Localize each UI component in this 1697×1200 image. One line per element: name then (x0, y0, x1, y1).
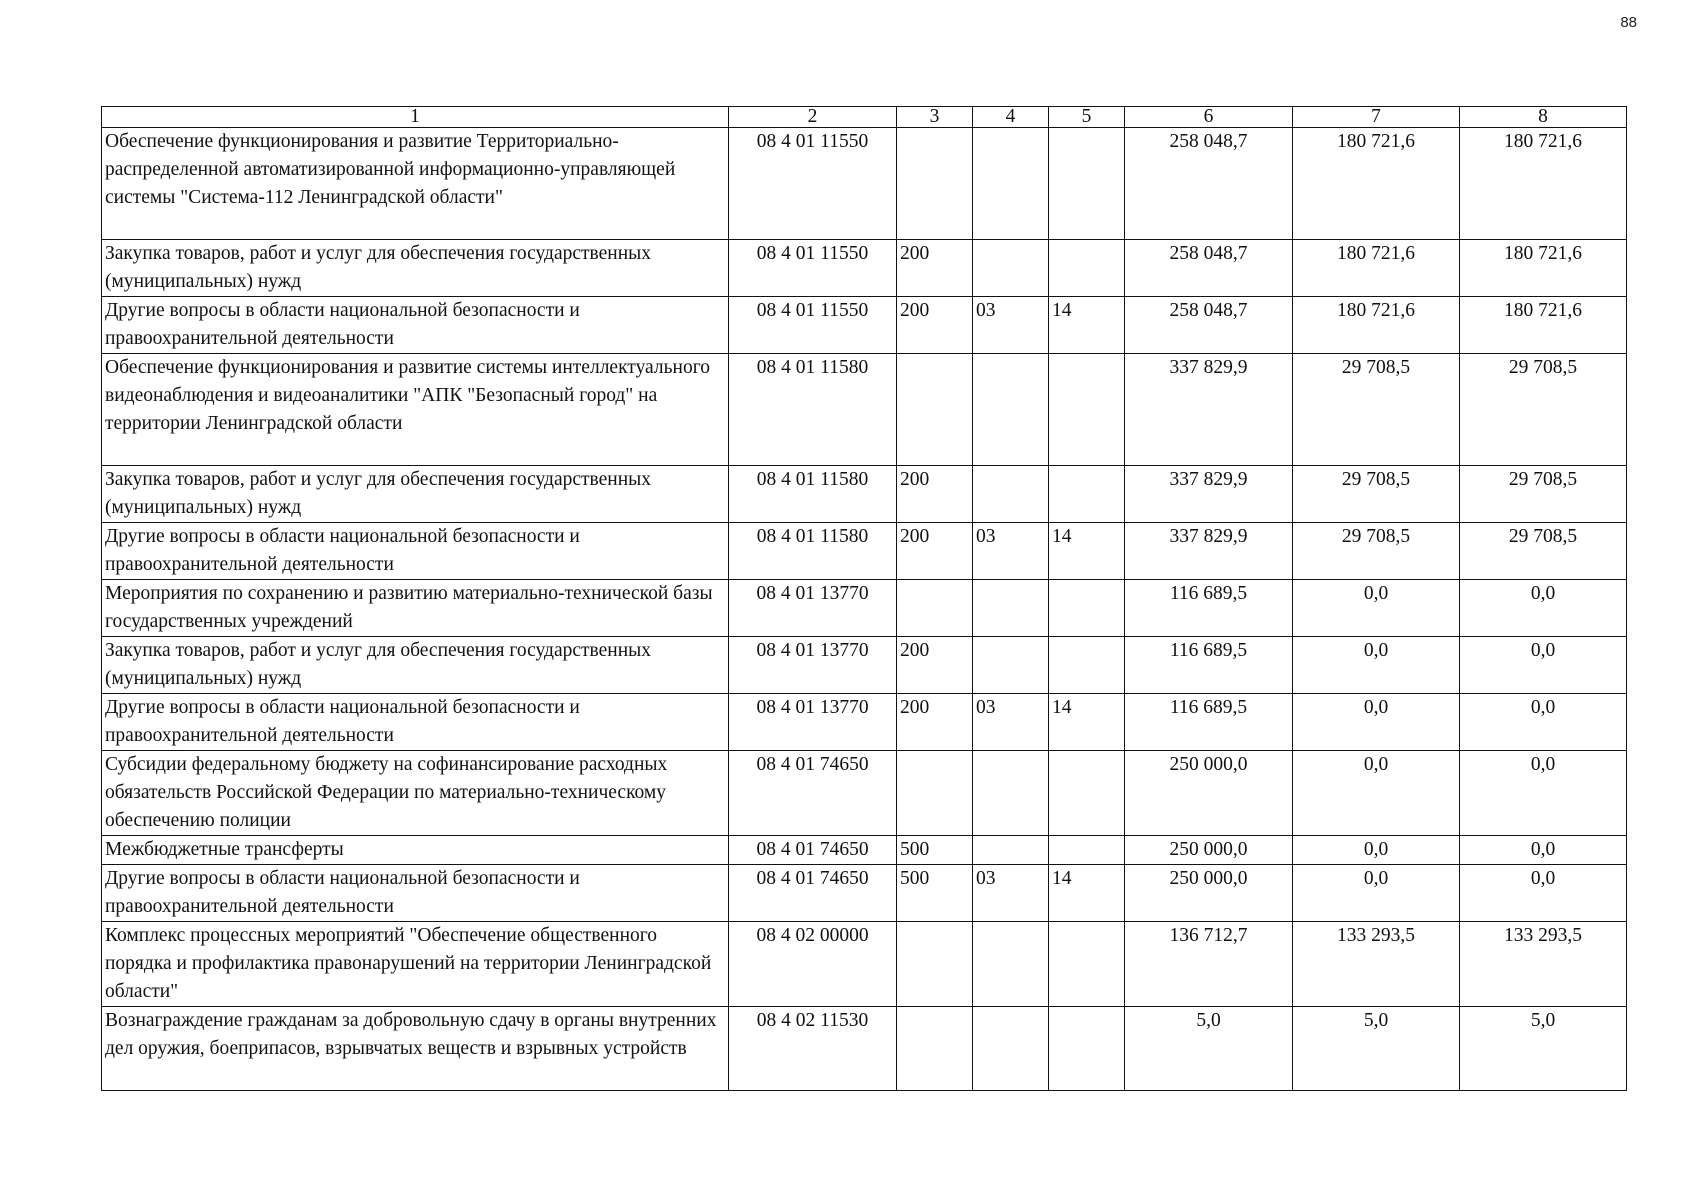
row-name: Субсидии федеральному бюджету на софинансирование расходных обязательств Российской Федерации по материально-техническому обеспечению полиции (102, 751, 729, 836)
header-cell: 2 (729, 107, 897, 128)
row-value-8: 29 708,5 (1460, 354, 1627, 466)
row-col5: 14 (1049, 694, 1125, 751)
row-value-8: 29 708,5 (1460, 523, 1627, 580)
header-cell: 6 (1125, 107, 1293, 128)
row-value-8: 0,0 (1460, 836, 1627, 865)
row-col5 (1049, 128, 1125, 240)
table-row (102, 580, 1627, 637)
table-row (102, 637, 1627, 694)
row-col3: 200 (897, 694, 973, 751)
table-row (102, 354, 1627, 466)
table-row (102, 751, 1627, 836)
header-cell: 3 (897, 107, 973, 128)
row-value-7: 133 293,5 (1293, 922, 1460, 1007)
row-col3: 500 (897, 836, 973, 865)
table-row (102, 865, 1627, 922)
row-col3: 200 (897, 466, 973, 523)
row-name: Обеспечение функционирования и развитие системы интеллектуального видеонаблюдения и видеоаналитики "АПК "Безопасный город" на территории Ленинградской области (102, 354, 729, 466)
row-value-7: 180 721,6 (1293, 128, 1460, 240)
row-col5 (1049, 580, 1125, 637)
row-code: 08 4 01 74650 (729, 836, 897, 865)
row-value-6: 258 048,7 (1125, 128, 1293, 240)
row-col5 (1049, 922, 1125, 1007)
row-name: Закупка товаров, работ и услуг для обеспечения государственных (муниципальных) нужд (102, 240, 729, 297)
table-row (102, 922, 1627, 1007)
header-cell: 8 (1460, 107, 1627, 128)
row-code: 08 4 02 11530 (729, 1007, 897, 1091)
header-cell: 7 (1293, 107, 1460, 128)
row-code: 08 4 01 11580 (729, 354, 897, 466)
row-value-6: 116 689,5 (1125, 580, 1293, 637)
header-cell: 1 (102, 107, 729, 128)
row-value-8: 0,0 (1460, 637, 1627, 694)
row-value-7: 180 721,6 (1293, 297, 1460, 354)
row-value-7: 5,0 (1293, 1007, 1460, 1091)
row-name: Закупка товаров, работ и услуг для обеспечения государственных (муниципальных) нужд (102, 466, 729, 523)
table-row (102, 836, 1627, 865)
table-header-row (102, 107, 1627, 128)
row-col5 (1049, 1007, 1125, 1091)
row-value-7: 29 708,5 (1293, 354, 1460, 466)
row-col4 (973, 128, 1049, 240)
row-col3 (897, 354, 973, 466)
row-col4: 03 (973, 523, 1049, 580)
row-code: 08 4 01 74650 (729, 865, 897, 922)
table-row (102, 466, 1627, 523)
row-value-6: 258 048,7 (1125, 297, 1293, 354)
row-name: Другие вопросы в области национальной безопасности и правоохранительной деятельности (102, 865, 729, 922)
row-col3 (897, 580, 973, 637)
row-value-8: 0,0 (1460, 865, 1627, 922)
row-col4 (973, 922, 1049, 1007)
row-value-7: 29 708,5 (1293, 466, 1460, 523)
row-col4 (973, 637, 1049, 694)
row-value-8: 180 721,6 (1460, 128, 1627, 240)
header-cell: 5 (1049, 107, 1125, 128)
row-code: 08 4 01 13770 (729, 694, 897, 751)
row-code: 08 4 01 11550 (729, 240, 897, 297)
row-col5 (1049, 836, 1125, 865)
row-col3: 500 (897, 865, 973, 922)
row-value-6: 337 829,9 (1125, 523, 1293, 580)
row-name: Межбюджетные трансферты (102, 836, 729, 865)
row-value-6: 116 689,5 (1125, 694, 1293, 751)
row-name: Мероприятия по сохранению и развитию материально-технической базы государственных учреждений (102, 580, 729, 637)
row-col3: 200 (897, 523, 973, 580)
row-col3: 200 (897, 637, 973, 694)
row-code: 08 4 01 11580 (729, 466, 897, 523)
row-name: Обеспечение функционирования и развитие Территориально-распределенной автоматизированной информационно-управляющей системы "Система-112 Ленинградской области" (102, 128, 729, 240)
row-code: 08 4 01 13770 (729, 580, 897, 637)
row-value-6: 337 829,9 (1125, 354, 1293, 466)
row-col3 (897, 751, 973, 836)
page-number: 88 (1620, 14, 1637, 31)
row-col4 (973, 466, 1049, 523)
row-col4 (973, 751, 1049, 836)
row-col3 (897, 922, 973, 1007)
row-name: Комплекс процессных мероприятий "Обеспечение общественного порядка и профилактика правонарушений на территории Ленинградской области" (102, 922, 729, 1007)
row-value-6: 250 000,0 (1125, 865, 1293, 922)
row-value-7: 180 721,6 (1293, 240, 1460, 297)
row-col5 (1049, 240, 1125, 297)
row-value-8: 133 293,5 (1460, 922, 1627, 1007)
row-col4 (973, 240, 1049, 297)
row-value-7: 0,0 (1293, 865, 1460, 922)
row-code: 08 4 01 11550 (729, 128, 897, 240)
row-value-6: 250 000,0 (1125, 836, 1293, 865)
row-value-6: 5,0 (1125, 1007, 1293, 1091)
row-col4: 03 (973, 694, 1049, 751)
row-col5: 14 (1049, 865, 1125, 922)
row-value-8: 29 708,5 (1460, 466, 1627, 523)
header-cell: 4 (973, 107, 1049, 128)
row-value-6: 116 689,5 (1125, 637, 1293, 694)
row-value-8: 5,0 (1460, 1007, 1627, 1091)
table-row (102, 297, 1627, 354)
row-col5: 14 (1049, 297, 1125, 354)
row-col5: 14 (1049, 523, 1125, 580)
row-code: 08 4 01 13770 (729, 637, 897, 694)
row-col5 (1049, 751, 1125, 836)
budget-table (101, 106, 1627, 1091)
row-value-7: 0,0 (1293, 580, 1460, 637)
row-col3 (897, 128, 973, 240)
table-row (102, 523, 1627, 580)
row-code: 08 4 01 11550 (729, 297, 897, 354)
row-col3 (897, 1007, 973, 1091)
row-col3: 200 (897, 240, 973, 297)
table-row (102, 240, 1627, 297)
row-value-8: 180 721,6 (1460, 240, 1627, 297)
row-code: 08 4 01 11580 (729, 523, 897, 580)
row-value-6: 337 829,9 (1125, 466, 1293, 523)
row-value-7: 0,0 (1293, 637, 1460, 694)
row-value-8: 0,0 (1460, 751, 1627, 836)
row-col5 (1049, 637, 1125, 694)
row-name: Закупка товаров, работ и услуг для обеспечения государственных (муниципальных) нужд (102, 637, 729, 694)
row-code: 08 4 02 00000 (729, 922, 897, 1007)
row-name: Другие вопросы в области национальной безопасности и правоохранительной деятельности (102, 694, 729, 751)
row-col4 (973, 1007, 1049, 1091)
table-row (102, 128, 1627, 240)
row-name: Другие вопросы в области национальной безопасности и правоохранительной деятельности (102, 297, 729, 354)
row-col4 (973, 354, 1049, 466)
row-value-6: 258 048,7 (1125, 240, 1293, 297)
row-name: Другие вопросы в области национальной безопасности и правоохранительной деятельности (102, 523, 729, 580)
table-row (102, 694, 1627, 751)
row-col4: 03 (973, 297, 1049, 354)
row-value-7: 29 708,5 (1293, 523, 1460, 580)
row-value-8: 0,0 (1460, 580, 1627, 637)
row-value-6: 136 712,7 (1125, 922, 1293, 1007)
table-row (102, 1007, 1627, 1091)
row-col4 (973, 580, 1049, 637)
row-value-8: 0,0 (1460, 694, 1627, 751)
row-col4: 03 (973, 865, 1049, 922)
row-col5 (1049, 354, 1125, 466)
row-col5 (1049, 466, 1125, 523)
row-value-6: 250 000,0 (1125, 751, 1293, 836)
row-name: Вознаграждение гражданам за добровольную сдачу в органы внутренних дел оружия, боеприпасов, взрывчатых веществ и взрывных устройств (102, 1007, 729, 1091)
row-code: 08 4 01 74650 (729, 751, 897, 836)
row-value-7: 0,0 (1293, 751, 1460, 836)
row-value-7: 0,0 (1293, 694, 1460, 751)
row-col4 (973, 836, 1049, 865)
row-value-8: 180 721,6 (1460, 297, 1627, 354)
row-value-7: 0,0 (1293, 836, 1460, 865)
row-col3: 200 (897, 297, 973, 354)
